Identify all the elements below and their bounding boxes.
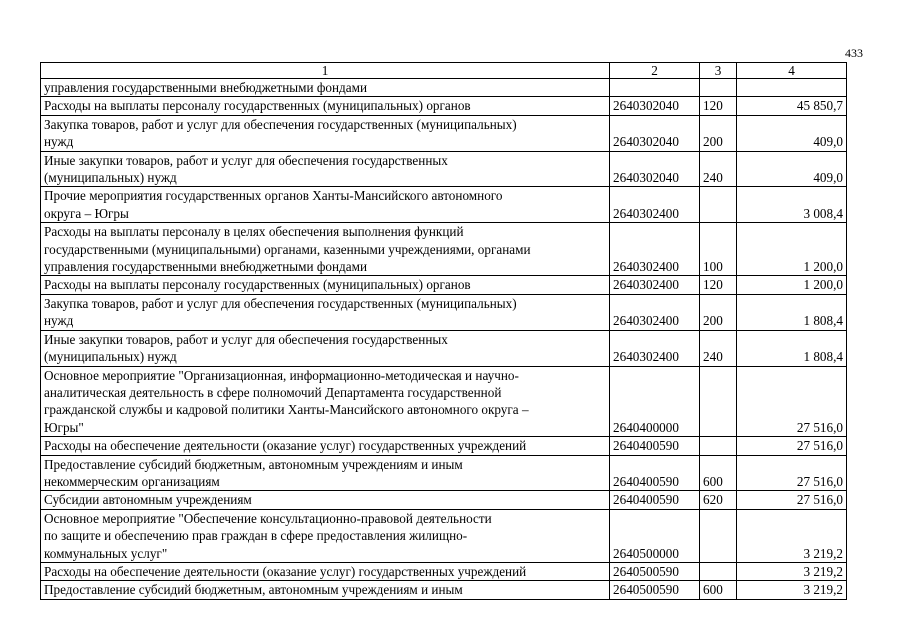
row-amount-cell: 409,0 [737,115,847,151]
table-row [41,97,847,115]
row-code-cell: 2640400590 [610,437,700,455]
row-expense-type-cell: 600 [700,581,737,599]
table-row [41,581,847,599]
page-number: 433 [845,46,863,60]
row-name-cell: Основное мероприятие "Организационная, информационно-методическая и научно- аналитическая деятельность в сфере полномочий Департамента государственной гражданской службы и кадровой политики Ханты-Мансийского автономного округа – Югры" [41,366,610,437]
table-row [41,187,847,223]
row-name-cell: Закупка товаров, работ и услуг для обеспечения государственных (муниципальных) нужд [41,115,610,151]
budget-table-body [41,63,847,600]
table-row [41,115,847,151]
table-row [41,294,847,330]
row-code-cell: 2640302400 [610,187,700,223]
row-amount-cell: 27 516,0 [737,455,847,491]
row-name-cell: Предоставление субсидий бюджетным, автономным учреждениям и иным некоммерческим организациям [41,455,610,491]
row-code-cell: 2640302400 [610,276,700,294]
row-name-cell: Расходы на обеспечение деятельности (оказание услуг) государственных учреждений [41,437,610,455]
row-expense-type-cell: 600 [700,455,737,491]
table-row [41,437,847,455]
table-row [41,562,847,580]
row-expense-type-cell [700,562,737,580]
row-expense-type-cell: 120 [700,97,737,115]
row-code-cell: 2640500590 [610,581,700,599]
row-amount-cell: 1 808,4 [737,294,847,330]
column-header-expense-type: 3 [700,63,737,79]
table-row [41,79,847,97]
row-name-cell: Субсидии автономным учреждениям [41,491,610,509]
row-amount-cell: 27 516,0 [737,366,847,437]
row-expense-type-cell [700,509,737,562]
table-row [41,491,847,509]
row-expense-type-cell [700,79,737,97]
table-row [41,366,847,437]
row-name-cell: управления государственными внебюджетными фондами [41,79,610,97]
row-name-cell: Расходы на выплаты персоналу государственных (муниципальных) органов [41,97,610,115]
row-expense-type-cell [700,366,737,437]
row-name-cell: Основное мероприятие "Обеспечение консультационно-правовой деятельности по защите и обеспечению прав граждан в сфере предоставления жилищно- коммунальных услуг" [41,509,610,562]
row-code-cell: 2640302040 [610,151,700,187]
row-code-cell: 2640500000 [610,509,700,562]
row-expense-type-cell [700,437,737,455]
row-expense-type-cell: 200 [700,294,737,330]
row-name-cell: Расходы на выплаты персоналу государственных (муниципальных) органов [41,276,610,294]
row-amount-cell: 45 850,7 [737,97,847,115]
table-row [41,509,847,562]
row-code-cell: 2640302400 [610,330,700,366]
row-expense-type-cell: 200 [700,115,737,151]
row-amount-cell [737,79,847,97]
row-code-cell: 2640500590 [610,562,700,580]
row-amount-cell: 3 219,2 [737,562,847,580]
row-amount-cell: 1 200,0 [737,276,847,294]
table-row [41,276,847,294]
row-amount-cell: 3 219,2 [737,509,847,562]
row-expense-type-cell: 120 [700,276,737,294]
column-header-name: 1 [41,63,610,79]
row-amount-cell: 3 008,4 [737,187,847,223]
row-name-cell: Иные закупки товаров, работ и услуг для обеспечения государственных (муниципальных) нужд [41,151,610,187]
row-expense-type-cell: 100 [700,223,737,276]
row-amount-cell: 3 219,2 [737,581,847,599]
row-code-cell: 2640400590 [610,491,700,509]
row-name-cell: Предоставление субсидий бюджетным, автономным учреждениям и иным [41,581,610,599]
row-code-cell: 2640400590 [610,455,700,491]
row-expense-type-cell: 620 [700,491,737,509]
row-code-cell: 2640302040 [610,97,700,115]
row-expense-type-cell [700,187,737,223]
row-amount-cell: 27 516,0 [737,491,847,509]
row-amount-cell: 1 200,0 [737,223,847,276]
row-name-cell: Прочие мероприятия государственных органов Ханты-Мансийского автономного округа – Югры [41,187,610,223]
table-row [41,223,847,276]
row-code-cell: 2640302040 [610,115,700,151]
column-header-amount: 4 [737,63,847,79]
row-name-cell: Расходы на выплаты персоналу в целях обеспечения выполнения функций государственными (муниципальными) органами, казенными учреждениями, органами управления государственными внебюджетными фондами [41,223,610,276]
table-row [41,330,847,366]
table-row [41,151,847,187]
row-expense-type-cell: 240 [700,330,737,366]
column-header-code: 2 [610,63,700,79]
table-header-row [41,63,847,79]
table-row [41,455,847,491]
row-amount-cell: 1 808,4 [737,330,847,366]
row-code-cell [610,79,700,97]
row-code-cell: 2640302400 [610,223,700,276]
row-expense-type-cell: 240 [700,151,737,187]
row-amount-cell: 27 516,0 [737,437,847,455]
row-name-cell: Закупка товаров, работ и услуг для обеспечения государственных (муниципальных) нужд [41,294,610,330]
row-amount-cell: 409,0 [737,151,847,187]
row-code-cell: 2640400000 [610,366,700,437]
budget-table [40,62,847,600]
row-name-cell: Расходы на обеспечение деятельности (оказание услуг) государственных учреждений [41,562,610,580]
row-name-cell: Иные закупки товаров, работ и услуг для обеспечения государственных (муниципальных) нужд [41,330,610,366]
row-code-cell: 2640302400 [610,294,700,330]
